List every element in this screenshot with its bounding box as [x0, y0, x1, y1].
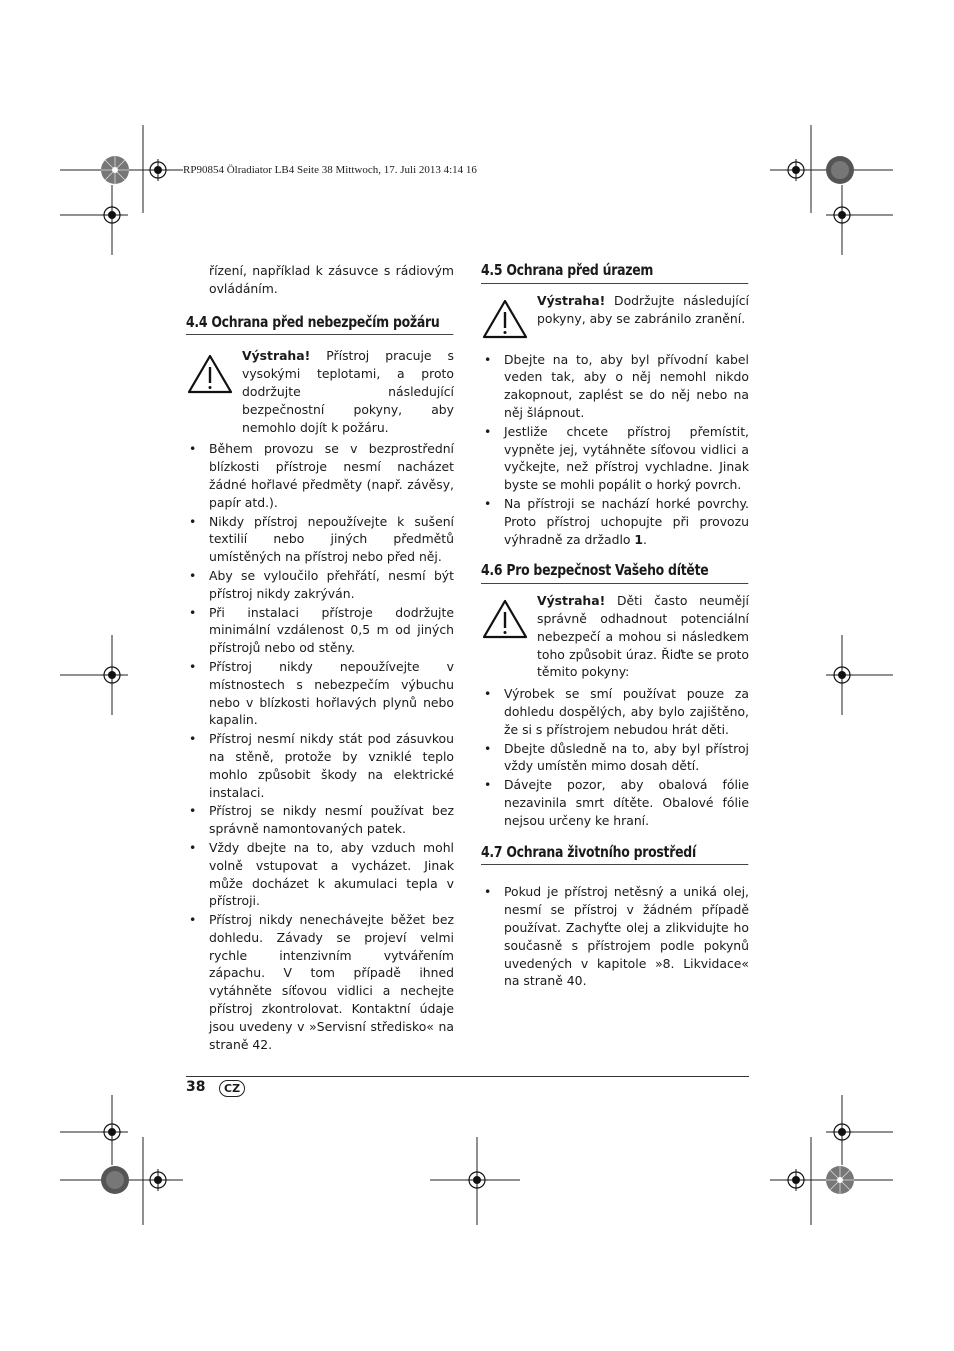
section-heading-4-4: 4.4 Ochrana před nebezpečím požáru [186, 314, 454, 336]
bullet-glyph: • [189, 604, 197, 620]
list-item-text: Na přístroji se nachází horké povrchy. Proto přístroj uchopujte při provozu výhradně za držadlo [504, 495, 749, 547]
warning-label: Výstraha! [537, 292, 606, 308]
list-item-text: Nikdy přístroj nepoužívejte k sušení textilií nebo jiných předmětů umístěných na přístroj nebo před něj. [209, 513, 454, 565]
color-wheel-icon [825, 1165, 855, 1195]
bullet-list [481, 685, 749, 829]
list-item [481, 423, 749, 494]
warning-text [537, 292, 749, 345]
bullet-glyph: • [189, 731, 197, 747]
list-item [186, 802, 454, 838]
section-heading-4-7: 4.7 Ochrana životního prostředí [481, 844, 749, 866]
warning-body: Dodržujte následující pokyny, aby se zabránilo zranění. [537, 292, 749, 326]
bullet-list [186, 440, 454, 1053]
warning-text [537, 592, 749, 681]
registration-mark-icon [466, 1169, 488, 1191]
list-item-text-end: . [643, 531, 647, 547]
warning-box [481, 292, 749, 345]
list-item [186, 567, 454, 603]
list-item [186, 911, 454, 1053]
language-badge: CZ [219, 1080, 245, 1097]
list-item-text: Přístroj se nikdy nesmí používat bez správně namontovaných patek. [209, 803, 454, 837]
list-item [481, 685, 749, 738]
list-item-text: Přístroj nikdy nenechávejte běžet bez dohledu. Závady se projeví velmi rychle intenzivním vytvářením zápachu. V tom případě ihned vytáhněte síťovou vidlici a nechejte přístroj zkontrolovat. Kontaktní údaje jsou uvedeny v »Servisní středisko« na straně 42. [209, 912, 454, 1052]
page-number: 38 [186, 1079, 206, 1095]
registration-mark-icon [831, 1121, 853, 1143]
bullet-list [481, 351, 749, 549]
list-item [186, 730, 454, 801]
list-item-text: Výrobek se smí používat pouze za dohledu dospělých, aby bylo zajištěno, že si s přístrojem nebudou hrát děti. [504, 686, 749, 737]
list-item [186, 440, 454, 511]
bullet-glyph: • [484, 884, 492, 900]
color-wheel-icon [100, 1165, 130, 1195]
warning-box [186, 347, 454, 436]
bullet-glyph: • [189, 658, 197, 674]
list-item [186, 839, 454, 910]
list-item-text: Dbejte na to, aby byl přívodní kabel veden tak, aby o něj nemohl nikdo zakopnout, zaplést se do něj nebo na něj šlápnout. [504, 351, 749, 420]
list-item-text: Dbejte důsledně na to, aby byl přístroj vždy umístěn mimo dosah dětí. [504, 740, 749, 774]
left-column [186, 262, 454, 1054]
list-item [481, 740, 749, 776]
registration-mark-icon [785, 1169, 807, 1191]
list-item-text: Dávejte pozor, aby obalová fólie nezavinila smrt dítěte. Obalové fólie nejsou určeny ke hraní. [504, 777, 749, 828]
bullet-glyph: • [484, 740, 492, 756]
bullet-list [481, 883, 749, 990]
bullet-glyph: • [189, 912, 197, 928]
warning-box [481, 592, 749, 681]
registration-mark-icon [785, 159, 807, 181]
warning-body: Přístroj pracuje s vysokými teplotami, a proto dodržujte následující bezpečnostní pokyny, aby nemohlo dojít k požáru. [242, 348, 454, 435]
bullet-glyph: • [484, 423, 492, 439]
bullet-glyph: • [189, 839, 197, 855]
warning-triangle-icon [481, 598, 529, 640]
section-heading-4-6: 4.6 Pro bezpečnost Vašeho dítěte [481, 562, 749, 584]
warning-triangle-icon [481, 298, 529, 340]
warning-label: Výstraha! [537, 593, 606, 609]
registration-mark-icon [147, 159, 169, 181]
bullet-glyph: • [484, 777, 492, 793]
list-item [481, 776, 749, 829]
list-item-text: Přístroj nikdy nepoužívejte v místnostech s nebezpečím výbuchu nebo v blízkosti hořlavých plynů nebo kapalin. [209, 658, 454, 728]
bullet-glyph: • [484, 686, 492, 702]
section-heading-4-5: 4.5 Ochrana před úrazem [481, 262, 749, 284]
bullet-glyph: • [189, 513, 197, 529]
bullet-glyph: • [189, 441, 197, 457]
bullet-glyph: • [484, 495, 492, 511]
list-item [186, 513, 454, 566]
color-wheel-icon [825, 155, 855, 185]
print-header: RP90854 Ölradiator LB4 Seite 38 Mittwoch, 17. Juli 2013 4:14 16 [183, 164, 477, 176]
bullet-glyph: • [189, 803, 197, 819]
list-item [186, 604, 454, 657]
warning-text [242, 347, 454, 436]
continued-text: řízení, například k zásuvce s rádiovým ovládáním. [209, 263, 454, 296]
bullet-glyph: • [189, 567, 197, 583]
list-item [186, 658, 454, 729]
registration-mark-icon [101, 1121, 123, 1143]
list-item [481, 883, 749, 990]
bullet-glyph: • [484, 351, 492, 367]
list-item-text: Přístroj nesmí nikdy stát pod zásuvkou na stěně, protože by vzniklé teplo mohlo způsobit škody na elektrické instalaci. [209, 731, 454, 800]
registration-mark-icon [831, 664, 853, 686]
warning-label: Výstraha! [242, 348, 311, 364]
color-wheel-icon [100, 155, 130, 185]
registration-mark-icon [831, 204, 853, 226]
list-item-text: Vždy dbejte na to, aby vzduch mohl volně vstupovat a vycházet. Jinak může docházet k akumulaci tepla v přístroji. [209, 839, 454, 909]
list-item [481, 495, 749, 548]
list-item-text: Jestliže chcete přístroj přemístit, vypněte jej, vytáhněte síťovou vidlici a vyčkejte, než přístroj vychladne. Jinak byste se mohli popálit o horký povrch. [504, 423, 749, 493]
warning-triangle-icon [186, 353, 234, 395]
list-item-text: Aby se vyloučilo přehřátí, nesmí být přístroj nikdy zakrýván. [209, 567, 454, 601]
list-item-text: Během provozu se v bezprostřední blízkosti přístroje nesmí nacházet žádné hořlavé předměty (např. závěsy, papír atd.). [209, 441, 454, 510]
list-item [481, 351, 749, 422]
reference-number: 1 [634, 531, 644, 547]
footer-divider [186, 1076, 749, 1077]
right-column [481, 262, 749, 991]
registration-mark-icon [101, 204, 123, 226]
list-item-text: Při instalaci přístroje dodržujte minimální vzdálenost 0,5 m od jiných přístrojů nebo od stěny. [209, 604, 454, 656]
warning-body: Děti často neumějí správně odhadnout potenciální nebezpečí a mohou si následkem toho způsobit úraz. Řiďte se proto těmito pokyny: [537, 593, 749, 680]
list-item-text: Pokud je přístroj netěsný a uniká olej, nesmí se přístroj v žádném případě používat. Zachyťte olej a zlikvidujte ho současně s přístrojem podle pokynů uvedených v kapitole »8. Likvidace« na straně 40. [504, 884, 749, 989]
registration-mark-icon [101, 664, 123, 686]
registration-mark-icon [147, 1169, 169, 1191]
